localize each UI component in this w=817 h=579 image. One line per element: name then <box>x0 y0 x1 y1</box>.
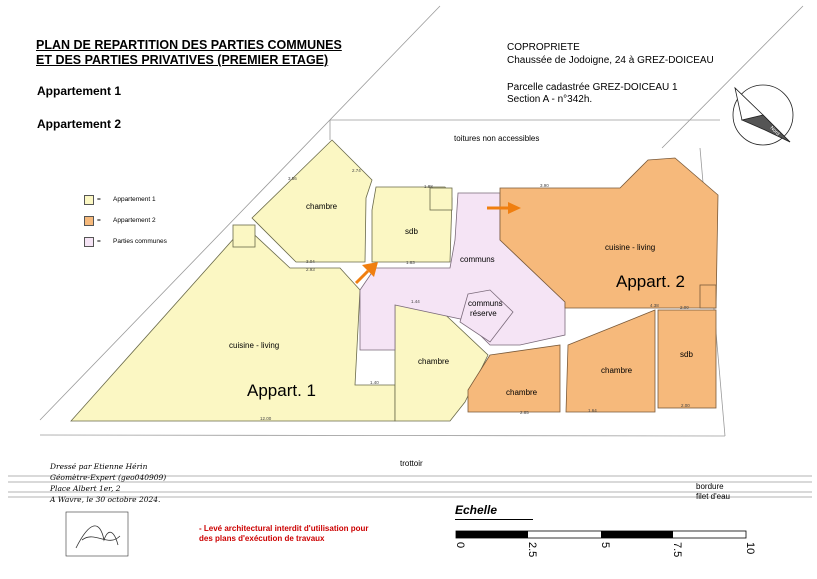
svg-text:3.90: 3.90 <box>540 183 549 188</box>
room-cuisine-1: cuisine - living <box>229 341 280 350</box>
scale-tick-5: 5 <box>599 542 611 549</box>
scale-tick-10: 10 <box>744 542 756 555</box>
section-label: Section A - n°342h. <box>507 94 593 105</box>
scale-tick-2-5: 2.5 <box>526 542 538 558</box>
roof-note: toitures non accessibles <box>454 134 540 143</box>
scale-bar <box>456 531 746 538</box>
scale-title: Echelle <box>455 503 498 517</box>
copro-label: COPROPRIETE <box>507 42 580 53</box>
parcel-label: Parcelle cadastrée GREZ-DOICEAU 1 <box>507 82 678 93</box>
legend-label-communs: Parties communes <box>113 238 167 245</box>
room-sdb-1: sdb <box>405 227 418 236</box>
room-chambre-2b: chambre <box>601 366 633 375</box>
warning-line-1: - Levé architectural interdit d'utilisation pour <box>199 524 369 533</box>
appart1-closet <box>430 188 452 210</box>
room-chambre-1b: chambre <box>418 357 450 366</box>
appart1-label: Appart. 1 <box>247 381 316 400</box>
legend-swatch-appart2 <box>84 216 94 226</box>
svg-text:2.00: 2.00 <box>681 403 690 408</box>
svg-text:12.00: 12.00 <box>260 416 272 421</box>
svg-text:2.85: 2.85 <box>520 410 529 415</box>
appart1-bedroom-north <box>252 140 372 262</box>
compass-label: Nord <box>768 125 781 138</box>
author-line-3: Place Albert 1er, 2 <box>50 484 121 493</box>
room-communs: communs <box>460 255 495 264</box>
scale-tick-0: 0 <box>454 542 466 549</box>
appart2-label: Appart. 2 <box>616 272 685 291</box>
svg-text:1.40: 1.40 <box>370 380 379 385</box>
room-communs-reserve-line2: réserve <box>470 309 497 318</box>
apartment-heading-1: Appartement 1 <box>37 84 122 98</box>
room-cuisine-2: cuisine - living <box>605 243 656 252</box>
author-line-1: Dressé par Etienne Hérin <box>50 462 148 471</box>
svg-text:2.74: 2.74 <box>352 168 361 173</box>
room-communs-reserve-line1: communs <box>468 299 503 308</box>
legend-eq-1: = <box>97 196 101 203</box>
author-line-2: Géomètre-Expert (geo040909) <box>50 473 167 482</box>
svg-text:1.64: 1.64 <box>588 408 597 413</box>
trottoir-label: trottoir <box>400 459 423 468</box>
filet-label: filet d'eau <box>696 492 730 501</box>
legend-eq-3: = <box>97 238 101 245</box>
scale-tick-7-5: 7.5 <box>671 542 683 558</box>
svg-text:3.04: 3.04 <box>306 259 315 264</box>
room-chambre-2a: chambre <box>506 388 538 397</box>
bordure-label: bordure <box>696 482 724 491</box>
svg-text:1.83: 1.83 <box>406 260 415 265</box>
svg-text:4.38: 4.38 <box>650 303 659 308</box>
legend-swatch-appart1 <box>84 195 94 205</box>
legend-label-appart2: Appartement 2 <box>113 217 156 224</box>
author-line-4: A Wavre, le 30 octobre 2024. <box>50 495 161 504</box>
legend-label-appart1: Appartement 1 <box>113 196 156 203</box>
north-compass <box>733 85 793 145</box>
svg-text:1.44: 1.44 <box>411 299 420 304</box>
title-line-2: ET DES PARTIES PRIVATIVES (PREMIER ETAGE) <box>36 53 329 67</box>
appart2-closet <box>700 285 716 308</box>
room-chambre-1a: chambre <box>306 202 338 211</box>
svg-text:1.88: 1.88 <box>424 184 433 189</box>
svg-text:2.93: 2.93 <box>306 267 315 272</box>
appart2-bathroom <box>658 310 716 408</box>
address-label: Chaussée de Jodoigne, 24 à GREZ-DOICEAU <box>507 55 714 66</box>
signature-logo <box>66 512 128 556</box>
appart1-wardrobe <box>233 225 255 247</box>
room-sdb-2: sdb <box>680 350 693 359</box>
warning-line-2: des plans d'exécution de travaux <box>199 534 325 543</box>
legend-swatch-communs <box>84 237 94 247</box>
title-line-1: PLAN DE REPARTITION DES PARTIES COMMUNES <box>36 38 342 52</box>
svg-text:3.56: 3.56 <box>288 176 297 181</box>
apartment-heading-2: Appartement 2 <box>37 117 122 131</box>
appart2-bedroom-b <box>566 310 655 412</box>
legend-eq-2: = <box>97 217 101 224</box>
svg-text:2.00: 2.00 <box>680 305 689 310</box>
scale-title-underline <box>455 519 533 520</box>
